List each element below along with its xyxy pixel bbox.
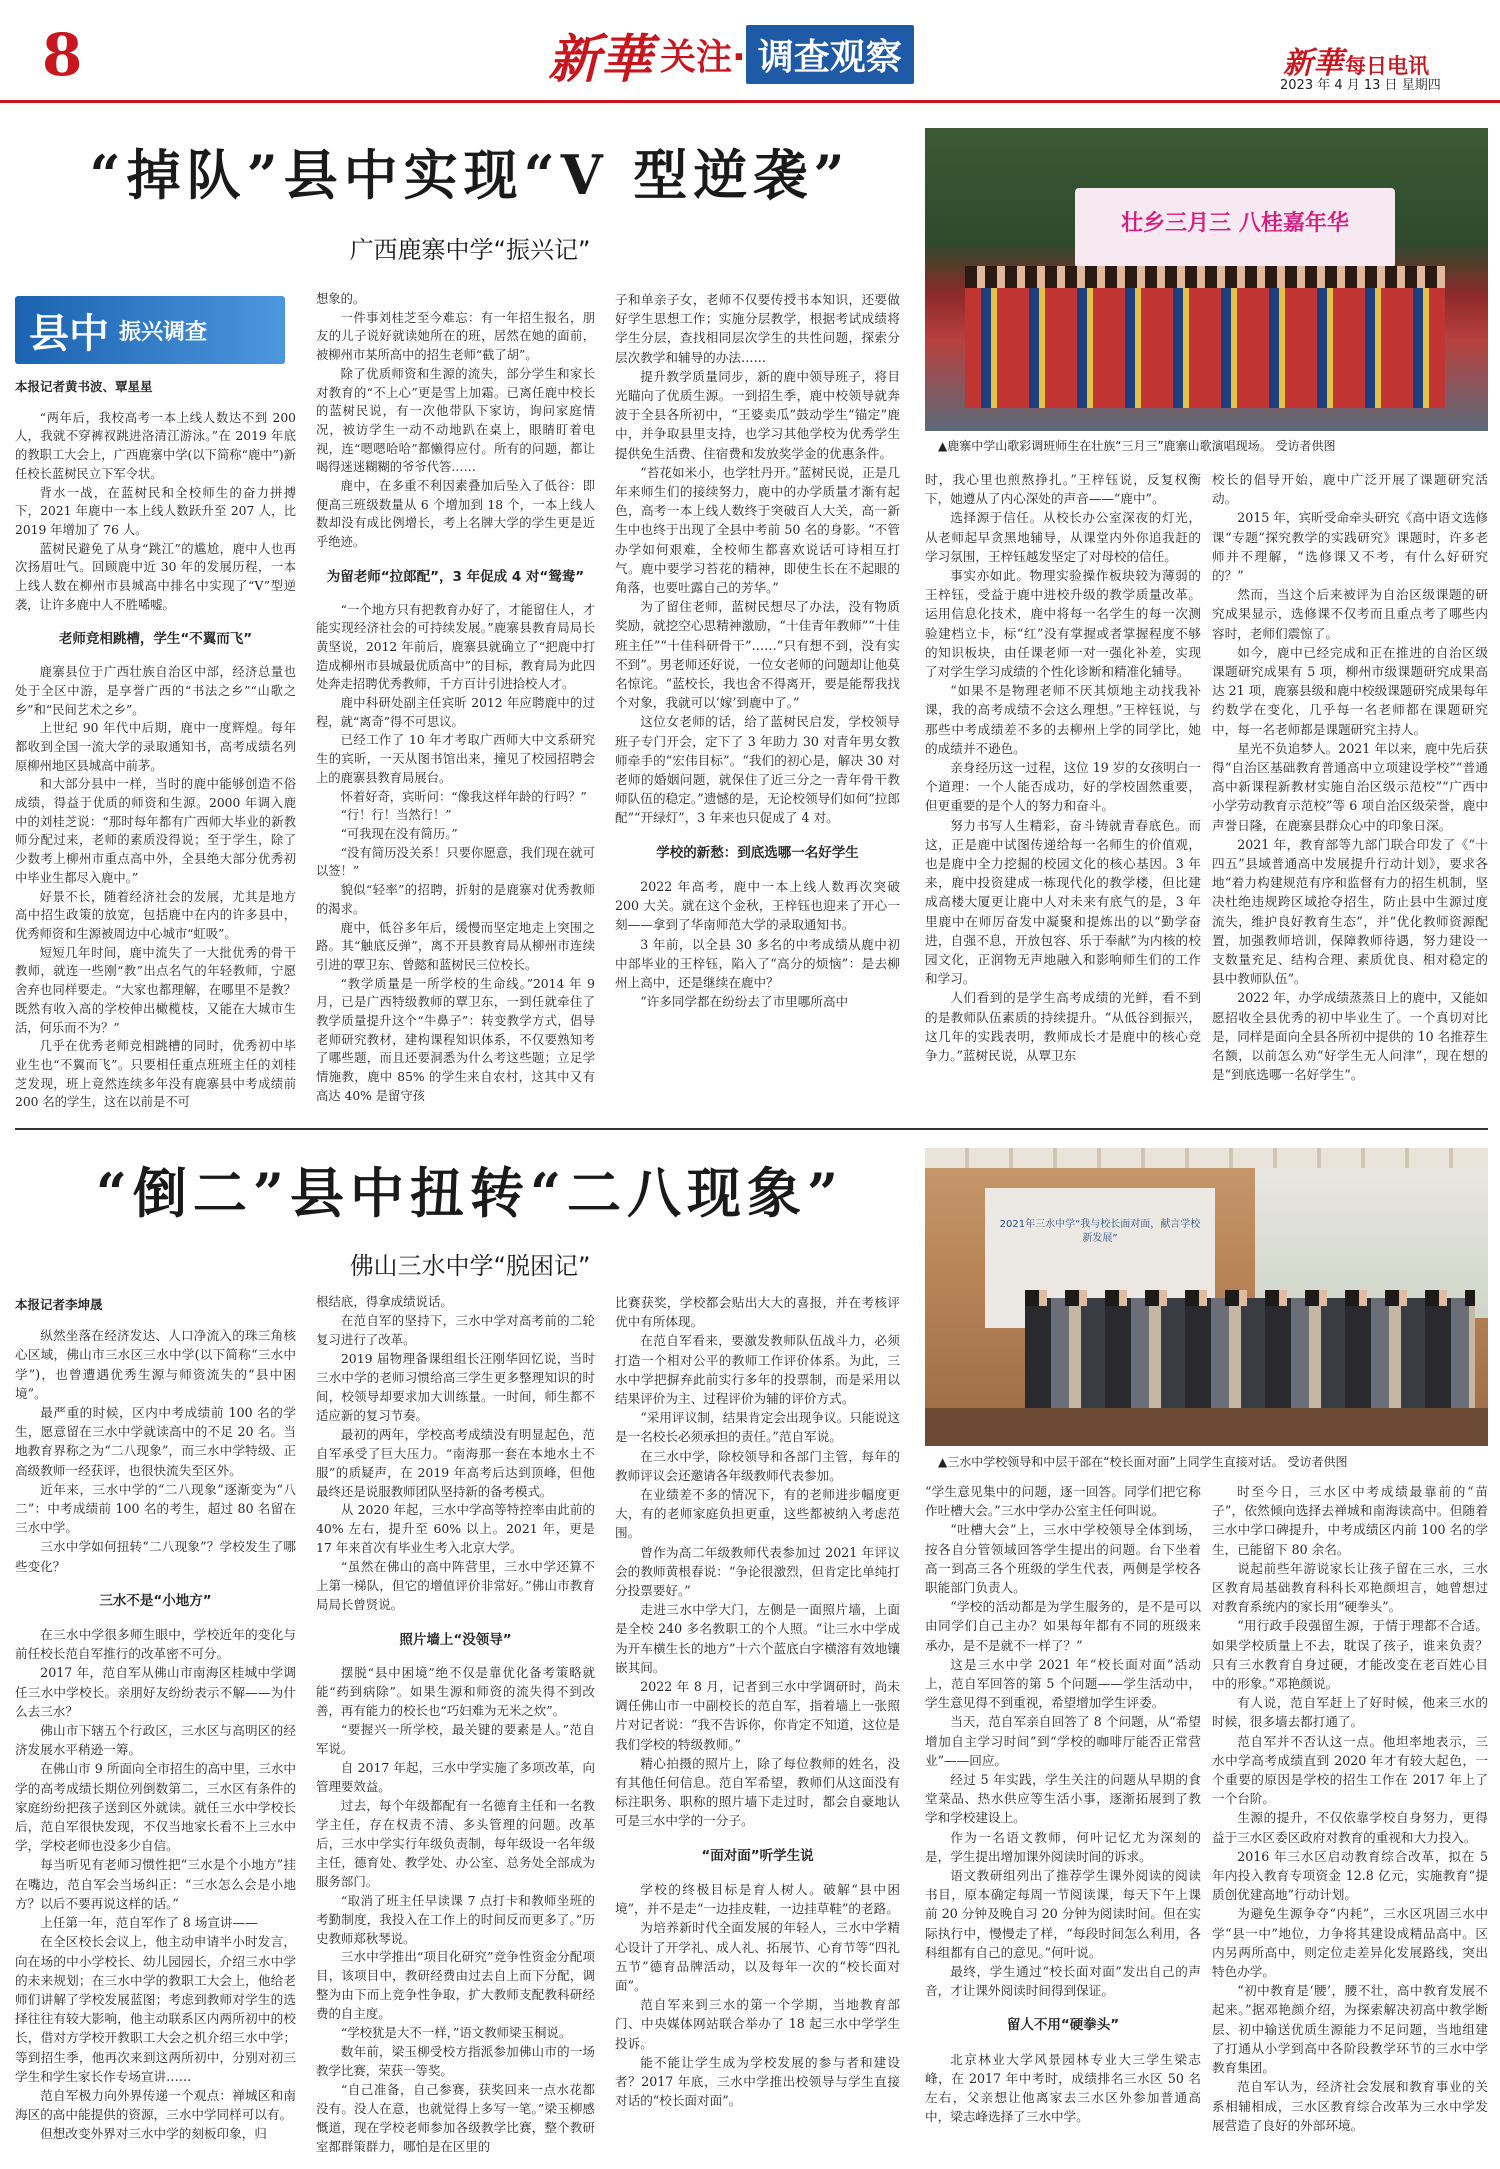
column-badge [15,296,285,364]
paragraph: 最终，学生通过“校长面对面”发出自己的声音，才让课外阅读时间得到保证。 [925,1964,1201,1999]
paragraph: 上世纪 90 年代中后期，鹿中一度辉煌。每年都收到全国一流大学的录取通知书，高考成绩名列原柳州地区县城高中前茅。 [15,721,296,773]
paragraph: 数年前，梁玉柳受校方指派参加佛山市的一场教学比赛，荣获一等奖。 [316,2044,595,2079]
article1-section-head-3: 学校的新愁：到底选哪一名好学生 [656,844,859,861]
paragraph: 想象的。 [316,292,366,306]
photo-participants [1025,1298,1475,1418]
paragraph: 范自军来到三水的第一个学期，当地教育部门、中央媒体网站联合举办了 18 起三水中学学生投诉。 [615,1997,900,2051]
section-prefix: 关注· [660,36,746,78]
paragraph: 人们看到的是学生高考成绩的光鲜，看不到的是教师队伍素质的持续提升。“从低谷到振兴，这几年的实践表明，教师成长才是鹿中的核心竞争力。”蓝树民说，从覃卫东 [925,990,1201,1064]
paragraph: 和大部分县中一样，当时的鹿中能够创造不俗成绩，得益于优质的师资和生源。2000 年调入鹿中的刘桂芝说：“那时每年都有广西师大毕业的新教师分配过来，老师的素质没得说；至于学生，除了少数考上柳州市重点高中外，全县绝大部分优秀初中毕业生都尽入鹿中。” [15,777,296,885]
paragraph: 短短几年时间，鹿中流失了一大批优秀的骨干教师，就连一些刚“教”出点名气的年轻教师，宁愿舍弃也同样要走。“大家也都理解，在哪里不是教？既然有收入高的学校伸出橄榄枝，又能在大城市生活，何乐而不为？” [15,945,296,1035]
paragraph: 几乎在优秀老师竞相跳槽的同时，优秀初中毕业生也“不翼而飞”。只要相任重点班班主任的刘桂芝发现，班上竟然连续多年没有鹿寨县中考成绩前 200 名的学生，这在以前是不可 [15,1039,296,1110]
paragraph: 在范自军看来，要激发教师队伍战斗力，必须打造一个相对公平的教师工作评价体系。为此，三水中学把摒弃此前实行多年的投票制，而是采用以结果评价为主、过程评价为辅的评价方式。 [615,1333,900,1407]
paragraph: 说起前些年游说家长让孩子留在三水，三水区教育局基础教育科科长邓艳颜坦言，她曾想过对教育系统内的家长用“硬拳头”。 [1212,1560,1488,1615]
article1-byline: 本报记者黄书波、覃星星 [15,379,153,394]
article2-section-head-1: 三水不是“小地方” [99,1592,212,1609]
paragraph: 貌似“轻率”的招聘，折射的是鹿寨对优秀教师的渴求。 [316,883,595,916]
paragraph: 近年来，三水中学的“二八现象”逐渐变为“八二”：中考成绩前 100 名的考生，超过 80 名留在三水中学。 [15,1481,296,1536]
photo-floor [925,1408,1488,1446]
article2-photo-caption: ▲三水中学校领导和中层干部在“校长面对面”上同学生直接对话。 受访者供图 [938,1455,1348,1469]
paragraph: 2022 年高考，鹿中一本上线人数再次突破 200 大关。就在这个金秋，王梓钰也迎来了开心一刻——拿到了华南师范大学的录取通知书。 [615,878,900,933]
paragraph: “吐槽大会”上，三水中学校领导全体到场，按各自分管领域回答学生提出的问题。台下坐着高一到高三各个班级的学生代表，两侧是学校各职能部门负责人。 [925,1522,1201,1596]
paragraph: “自己准备，自己参赛，获奖回来一点水花都没有。没人在意，也就觉得上多写一笔。”梁玉柳感慨道，现在学校老师参加各级教学比赛，整个教研室都群策群力，哪怕是在区里的 [316,2082,595,2154]
column-badge-sub: 振兴调查 [119,319,208,345]
article2-headline: “倒二”县中扭转“二八现象” [95,1161,845,1225]
photo-screen-text: 2021年三水中学“我与校长面对面，献言学校新发展” [999,1219,1201,1244]
photo-ceiling-lights [925,1148,1488,1168]
paragraph: 最初的两年，学校高考成绩没有明显起色，范自军承受了巨大压力。“南海那一套在本地水土不服”的质疑声，在 2019 年高考后达到顶峰，但他最终还是说服教师团队坚持新的备考模式。 [316,1426,595,1499]
paragraph: 时，我心里也煎熬挣扎。”王梓钰说，反复权衡下，她遵从了内心深处的声音——“鹿中”。 [925,472,1201,507]
paragraph: 为避免生源争夺“内耗”，三水区巩固三水中学“县一中”地位，力争将其建设成精品高中。区内另两所高中，则定位走差异化发展路线，突出特色办学。 [1212,1906,1488,1980]
paragraph: 每当听见有老师习惯性把“三水是个小地方”挂在嘴边，范自军会当场纠正：“三水怎么会是小地方？以后不要再说这样的话。” [15,1857,296,1911]
paragraph: 鹿中，在多重不利因素叠加后坠入了低谷：即便高三班级数量从 6 个增加到 18 个，一本上线人数却没有成比例增长，考上名牌大学的学生更是近乎绝迹。 [316,479,595,550]
article2-photo [925,1148,1488,1446]
paragraph: 在范自军的坚持下，三水中学对高考前的二轮复习进行了改革。 [316,1312,595,1347]
article2-column-5 [1212,1482,1488,2135]
paragraph: 学校的终极目标是育人树人。破解“县中困境”，并不是走“一边挂皮鞋，一边挂草鞋”的老路。 [615,1881,900,1917]
paragraph: 蓝树民避免了从身“跳江”的尴尬，鹿中人也再次扬眉吐气。回顾鹿中近 30 年的发展历程，一本上线人数在柳州市县城高中排名中实现了“V”型逆袭，让许多鹿中人不胜唏嘘。 [15,541,296,612]
paragraph: 上任第一年，范自军作了 8 场宣讲—— [40,1915,258,1931]
paragraph: 过去，每个年级都配有一名德育主任和一名教学主任，存在权责不清、多头管理的问题。改革后，三水中学实行年级负责制，每年级设一名年级主任，德育处、教学处、办公室、总务处全部成为服务部门。 [316,1797,595,1889]
paragraph: 走进三水中学大门，左侧是一面照片墙，上面是全校 240 多名教职工的个人照。“让三水中学成为开车横生长的地方”十六个蓝底白字横溶有效地镶嵌其间。 [615,1602,900,1675]
paragraph: 选择源于信任。从校长办公室深夜的灯光，从老师起早贪黑地辅导，从课堂内外你追我赶的学习氛围，王梓钰越发坚定了对母校的信任。 [925,510,1201,564]
article1-section-head-2: 为留老师“拉郎配”，3 年促成 4 对“鸳鸯” [326,568,585,585]
paragraph: 从 2020 年起，三水中学高等特控率由此前的 40% 左右，提升至 60% 以上。2021 年，更是 17 年来首次有毕业生考入北京大学。 [316,1502,595,1556]
paragraph: 范自军认为，经济社会发展和教育事业的关系相辅相成，三水区教育综合改革为三水中学发展营造了良好的外部环境。 [1212,2079,1488,2133]
paragraph: 精心拍摄的照片上，除了每位教师的姓名，没有其他任何信息。范自军希望，教师们从这面没有标注职务、职称的照片墙下走过时，都会自豪地认可是三水中学的一分子。 [615,1755,900,1829]
photo-heads [1025,1290,1475,1306]
paragraph: 背水一战，在蓝树民和全校师生的奋力拼搏下，2021 年鹿中一本上线人数跃升至 207 人，比 2019 年增加了 76 人。 [15,485,296,537]
article1-column-2 [316,290,595,1106]
photo-performers [965,278,1445,408]
paragraph: 范自军极力向外界传递一个观点：禅城区和南海区的高中能提供的资源，三水中学同样可以有。 [15,2087,296,2123]
paragraph: 摆脱“县中困境”绝不仅是靠优化备考策略就能“药到病除”。如果生源和师资的流失得不到改善，再有能力的校长也“巧妇难为无米之炊”。 [316,1665,595,1719]
paragraph: 一件事刘桂芝至今难忘：有一年招生报名，朋友的儿子说好就读她所在的班，居然在她的面前，被柳州市某所高中的招生老师“截了胡”。 [316,310,595,363]
article2-section-head-2: 照片墙上“没领导” [399,1632,512,1649]
article-divider [15,1128,1488,1130]
paragraph: “如果不是物理老师不厌其烦地主动找我补课，我的高考成绩不会这么理想。”王梓钰说，与那些中考成绩差不多的去柳州上学的同学比，她的成绩并不逊色。 [925,683,1201,756]
paragraph: “学生意见集中的问题，逐一回答。同学们把它称作吐槽大会。”三水中学办公室主任何叫说。 [925,1484,1201,1519]
paragraph: 范自军并不否认这一点。他坦率地表示，三水中学高考成绩直到 2020 年才有较大起色，一个重要的原因是学校的招生工作在 2017 年上了一个台阶。 [1212,1733,1488,1807]
paragraph: 2016 年三水区启动教育综合改革，拟在 5 年内投入教育专项资金 12.8 亿元，实施教育“提质创优建高地”行动计划。 [1212,1848,1488,1903]
paragraph: “苔花如米小，也学牡丹开。”蓝树民说，正是几年来师生们的接续努力，鹿中的办学质量才渐有起色，高考一本上线人数终于突破百人大关，高一新生中也终于出现了全县中考前 50 名的身影。“不管办学如何艰难，全校师生都喜欢说话可诗相互打气。鹿中要学习苔花的精神，即使生长在不起眼的角落，也要吐露自己的芳华。” [615,464,900,596]
paragraph: “采用评议制，结果肯定会出现争议。只能说这是一名校长必须承担的责任。”范自军说。 [615,1410,900,1445]
paragraph: “学校犹是大不一样，”语文教师梁玉桐说。 [340,2025,572,2041]
paragraph: 2017 年，范自军从佛山市南海区桂城中学调任三水中学校长。亲朋好友纷纷表示不解——为什么去三水？ [15,1665,296,1719]
photo-heads [965,266,1445,288]
article2-column-3 [615,1293,900,2110]
paragraph: 生源的提升，不仅依靠学校自身努力，更得益于三水区委区政府对教育的重视和大力投入。 [1212,1810,1488,1845]
paragraph: “初中教育是‘腰’，腰不壮，高中教育发展不起来。”据邓艳颜介绍，为探索解决初高中教学断层、初中输送优质生源能力不足问题，当地组建了打通从小学到高中各阶段教学环节的三水中学教育集团。 [1212,1983,1488,2076]
article2-section-head-3: “面对面”听学生说 [701,1847,814,1864]
paragraph: 在业绩差不多的情况下，有的老师进步幅度更大，有的老师家庭负担更重，这些都被纳入考虑范围。 [615,1487,900,1541]
article1-photo [925,128,1488,431]
paragraph: 三水中学推出“项目化研究”竞争性资金分配项目，该项目中，教研经费由过去自上而下分配，调整为由下而上竞争性争取，扩大教师支配教科研经费的自主度。 [316,1949,595,2022]
article2-byline: 本报记者李坤晟 [15,1297,103,1312]
paragraph: 比赛获奖，学校都会贴出大大的喜报，并在考核评优中有所体现。 [615,1295,900,1330]
paragraph: 3 年前，以全县 30 多名的中考成绩从鹿中初中部毕业的王梓钰，陷入了“高分的烦恼”：是去柳州上高中，还是继续在鹿中？ [615,936,900,990]
paragraph: 有人说，范自军赶上了好时候，他来三水的时候，很多墙去都打通了。 [1212,1695,1488,1730]
paragraph: 为了留住老师，蓝树民想尽了办法，没有物质奖励，就挖空心思精神激励，“十佳青年教师”“十佳班主任”“十佳科研骨干”……“只有想不到，没有实不到”。男老师还好说，一位女老师的问题却让他莫名惊诧。“蓝校长，我也舍不得离开，要是能帮我找个对象，我就可以‘嫁’到鹿中了。” [615,599,900,711]
paragraph: 亲身经历这一过程，这位 19 岁的女孩明白一个道理：一个人能否成功，好的学校固然重要，但更重要的是个人的努力和奋斗。 [925,760,1201,814]
paragraph: 在三水中学很多师生眼中，学校近年的变化与前任校长范自军推行的改革密不可分。 [15,1627,296,1662]
paragraph: 已经工作了 10 年才考取广西师大中文系研究生的宾昕，一天从图书馆出来，撞见了校园招聘会上的鹿寨县教育局展台。 [316,733,595,785]
xinhua-logo: 新華 [548,28,653,90]
paragraph: 2022 年，办学成绩蒸蒸日上的鹿中，又能如愿招收全县优秀的初中毕业生了。一个真切对比是，同样是面向全县各所初中提供的 10 名推荐生名额，以前怎么劝“好学生无人问津”，现在想的是“到底选哪一名好学生”。 [1212,990,1488,1083]
paragraph: 曾作为高二年级教师代表参加过 2021 年评议会的教师黄根春说：“争论很激烈，但肯定比单纯打分投票要好。” [615,1544,900,1599]
paragraph: 2021 年，教育部等九部门联合印发了《“十四五”县域普通高中发展提升行动计划》，要求各地“着力构建规范有序和监督有力的招生机制，坚决杜绝违规跨区域抢夺招生，防止县中生源过度流失，维护良好教育生态”，并“优化教师资源配置，加强教师培训，保障教师待遇，努力建设一支数量充足、结构合理、素质优良、相对稳定的县中教师队伍”。 [1212,836,1488,987]
xinhua-small-logo: 新華 [1283,46,1343,81]
paragraph: 但想改变外界对三水中学的刻板印象，归 [40,2126,267,2142]
paragraph: “行！行！当然行！” [340,808,452,823]
paragraph: 校长的倡导开始，鹿中广泛开展了课题研究活动。 [1212,472,1488,507]
paragraph: 2015 年，宾昕受命牵头研究《高中语文选修课“专题”探究教学的实践研究》课题时，许多老师并不理解，“选修课又不考，有什么好研究的？” [1212,510,1488,584]
paragraph: 如今，鹿中已经完成和正在推进的自治区级课题研究成果有 5 项，柳州市级课题研究成果高达 21 项，鹿寨县级和鹿中校级课题研究成果每年约数学在变化，几乎每一名老师都在课题研究中，每一名老师都是课题研究主持人。 [1212,644,1488,737]
paragraph: 好景不长，随着经济社会的发展，尤其是地方高中招生政策的放宽，包括鹿中在内的许多县中，优秀师资和生源被周边中心城市“虹吸”。 [15,889,296,941]
paragraph: 2019 届物理备课组组长汪刚华回忆说，当时三水中学的老师习惯给高三学生更多整理知识的时间，校领导却要求加大训练量。一时间，师生都不适应新的复习节奏。 [316,1350,595,1423]
article2-section-head-4: 留人不用“硬拳头” [1006,2017,1120,2034]
paragraph: 根结底，得拿成绩说话。 [316,1294,453,1309]
paragraph: “要握兴一所学校，最关键的要素是人。”范自军说。 [316,1722,595,1756]
paragraph: 鹿中，低谷多年后，缓慢而坚定地走上突围之路。其“触底反弹”，离不开县教育局从柳州市连续引进的覃卫东、曾懿和蓝树民三位校长。 [316,920,595,972]
paragraph: 星光不负追梦人。2021 年以来，鹿中先后获得“自治区基础教育普通高中立项建设学校”“普通高中新课程新教材实施自治区级示范校”“广西中小学劳动教育示范校”等 6 项自治区级荣誉，鹿中声誉日隆，在鹿寨县群众心中的印象日深。 [1212,740,1488,833]
paragraph: 努力书写人生精彩，奋斗铸就青春底色。而这，正是鹿中试图传递给每一名师生的价值观，也是鹿中全力挖掘的校园文化的核心基因。3 年来，鹿中投资建成一栋现代化的教学楼，但比建成高楼大厦更让鹿中人对未来有底气的是，3 年里鹿中在师厉奋发中凝聚和提炼出的以“勤学奋进，自强不息，开放包容、乐于奉献”为内核的校园文化，正润物无声地融入和影响师生们的工作和学习。 [925,817,1201,987]
article1-column-5 [1212,470,1488,1085]
page-number: 8 [42,21,83,89]
paragraph: 除了优质师资和生源的流失，部分学生和家长对教育的“不上心”更是雪上加霜。已离任鹿中校长的蓝树民说，有一次他带队下家访，询问家庭情况，被访学生一动不动地趴在桌上，眼睛盯着电视，连“嗯嗯哈哈”都懒得应付。所有的问题，都让喝得迷迷糊糊的爷爷代答…… [316,366,595,475]
paper-name: 每日电讯 [1345,54,1429,78]
column-badge-main: 县中 [29,309,109,357]
article1-column-3 [615,290,900,1011]
paragraph: “许多同学都在纷纷去了市里哪所高中 [640,994,849,1010]
paragraph: “学校的活动都是为学生服务的，是不是可以由同学们自己主办？如果每年都有不同的班级来承办，是不是就不一样了？” [925,1599,1201,1653]
paragraph: 怀着好奇，宾昕问：“像我这样年龄的行吗？” [340,789,587,804]
header-rule [0,100,1500,103]
paragraph: “可我现在没有简历。” [340,826,458,841]
paragraph: “取消了班主任早读课 7 点打卡和教师坐班的考勤制度，我投入在工作上的时间反而更多了。”历史教师郑秋琴说。 [316,1892,595,1946]
article1-headline: “掉队”县中实现“V 型逆袭” [89,143,851,207]
paragraph: 纵然坐落在经济发达、人口净流入的珠三角核心区域，佛山市三水区三水中学(以下简称“三水中学”)，也曾遭遇优秀生源与师资流失的“县中困境”。 [15,1328,296,1401]
paragraph: 然而，当这个后来被评为自治区级课题的研究成果显示，选修课不仅考而且重点考了哪些内容时，老师们震惊了。 [1212,587,1488,641]
paragraph: 在佛山市 9 所面向全市招生的高中里，三水中学的高考成绩长期位列倒数第二，三水区有条件的家庭纷纷把孩子送到区外就读。就任三水中学校长后，范自军很快发现，不仅当地家长看不上三水中学，学校老师也没多少自信。 [15,1761,296,1854]
paragraph: “教学质量是一所学校的生命线。”2014 年 9 月，已是广西特级教师的覃卫东，一到任就牵住了教学质量提升这个“牛鼻子”：转变教学方式，倡导老师研究教材，建构课程知识体系，不仅要熟知考了哪些题，而且还要洞悉为什么考这些题；立足学情施教，鹿中 85% 的学生来自农村，这其中又有高达 40% 是留守孩 [316,976,595,1103]
paragraph: “没有简历没关系！只要你愿意，我们现在就可以签！” [316,845,595,879]
paragraph: 经过 5 年实践，学生关注的问题从早期的食堂菜品、热水供应等生活小事，逐渐拓展到了教学和学校建设上。 [925,1772,1201,1826]
paragraph: 佛山市下辖五个行政区，三水区与高明区的经济发展水平稍逊一筹。 [15,1723,296,1758]
paragraph: 作为一名语文教师，何叶记忆尤为深刻的是，学生提出增加课外阅读时间的诉求。 [925,1829,1201,1864]
paragraph: 子和单亲子女，老师不仅要传授书本知识，还要做好学生思想工作；实施分层教学，根据考试成绩将学生分层，查找相同层次学生的共性问题，探索分层次教学和辅导的办法…… [615,292,900,365]
article1-subtitle: 广西鹿寨中学“振兴记” [349,236,591,264]
paragraph: 当天，范自军亲自回答了 8 个问题，从“希望增加自主学习时间”到“学校的咖啡厅能否正常营业”——回应。 [925,1714,1201,1768]
photo-banner-text: 壮乡三月三 八桂嘉年华 [1121,211,1349,236]
article1-section-head-1: 老师竞相跳槽，学生“不翼而飞” [58,631,253,648]
paragraph: 为培养新时代全面发展的年轻人，三水中学精心设计了开学礼、成人礼、拓展节、心育节等“四礼五节”德育品牌活动，以及每年一次的“校长面对面”。 [615,1920,900,1993]
paragraph: 自 2017 年起，三水中学实施了多项改革，向管理要效益。 [316,1759,595,1794]
paragraph: 这位女老师的话，给了蓝树民启发，学校领导班子专门开会，定下了 3 年助力 30 对青年男女教师牵手的“宏伟目标”。“我们的初心是，解决 30 对老师的婚姻问题，就保住了近三分之一青年骨干教师队伍的稳定。”遗憾的是，无论校领导们如何“拉郎配”“开绿灯”，3 年来也只促成了 4 对。 [615,714,900,826]
paragraph: 三水中学如何扭转“二八现象”？学校发生了哪些变化？ [15,1539,296,1574]
article2-subtitle: 佛山三水中学“脱困记” [349,1252,591,1280]
paragraph: 在三水中学，除校领导和各部门主管，每年的教师评议会还邀请各年级教师代表参加。 [615,1448,900,1483]
paragraph: 时至今日，三水区中考成绩最靠前的“苗子”，依然倾向选择去禅城和南海读高中。但随着三水中学口碑提升，中考成绩区内前 100 名的学生，已能留下 80 余名。 [1212,1484,1488,1557]
section-masthead [548,18,914,90]
paragraph: 事实亦如此。物理实验操作板块较为薄弱的王梓钰，受益于鹿中进校升级的教学质量改革。运用信息化技术，鹿中将每一名学生的每一次测验建档立卡，标“红”没有掌握或者掌握程度不够的知识板块，由任课老师一对一强化补差，实现了对学生学习成绩的个性化诊断和精准化辅导。 [925,568,1201,680]
paragraph: 在全区校长会议上，他主动申请半小时发言，向在场的中小学校长、幼儿园园长，介绍三水中学的未来规划；在三水中学的教职工大会上，他给老师们讲解了学校发展蓝图；考虑到教师对学生的选择往往有较大影响，他主动联系区内两所初中的校长，借对方学校开教职工大会之机介绍三水中学；等到招生季，他再次来到这两所初中，分别对初三学生和学生家长作专场宣讲…… [15,1934,296,2084]
paragraph: 2022 年 8 月，记者到三水中学调研时，尚未调任佛山市一中副校长的范自军，指着墙上一张照片对记者说：“我不告诉你，你肯定不知道，这位是我们学校的特级教师。” [615,1679,900,1752]
paragraph: 鹿寨县位于广西壮族自治区中部，经济总量也处于全区中游，是享誉广西的“书法之乡”“山歌之乡”和“民间艺术之乡”。 [15,665,296,717]
paragraph: 这是三水中学 2021 年“校长面对面”活动上，范自军回答的第 5 个问题——学生活动中，学生意见得不到重视，希望增加学生评委。 [925,1656,1201,1711]
paragraph: “用行政手段强留生源，于情于理都不合适。如果学校质量上不去，耽误了孩子，谁来负责？只有三水教育自身过硬，才能改变在老百姓心目中的形象。”邓艳颜说。 [1212,1618,1488,1692]
paragraph: 北京林业大学风景园林专业大三学生梁志峰，在 2017 年中考时，成绩排名三水区 50 名左右，父亲想让他离家去三水区外参加普通高中，梁志峰选择了三水中学。 [925,2051,1201,2125]
article2-column-4 [925,1482,1201,2127]
article1-column-1 [15,378,296,1112]
paragraph: “两年后，我校高考一本上线人数达不到 200 人，我就不穿裤衩跳进洛清江游泳。”在 2019 年底的教职工大会上，广西鹿寨中学(以下简称“鹿中”)新任校长蓝树民立下军令状。 [15,410,296,481]
article1-column-4 [925,470,1201,1065]
article2-column-2 [316,1293,595,2157]
issue-date: 2023 年 4 月 13 日 星期四 [1280,78,1441,93]
paragraph: 能不能让学生成为学校发展的参与者和建设者？2017 年底，三水中学推出校领导与学生直接对话的“校长面对面”。 [615,2054,900,2109]
paragraph: 提升教学质量同步，新的鹿中领导班子，将目光瞄向了优质生源。一到招生季，鹿中校领导就奔波于全县各所初中，“王婆卖瓜”鼓动学生“锚定”鹿中，并争取县里支持，也学习其他学校为优秀学生提供免生活费、住宿费和发放奖学金的优惠条件。 [615,368,900,461]
paragraph: 语文教研组列出了推荐学生课外阅读的阅读书目，原本确定每周一节阅读课，每天下午上课前 20 分钟及晚自习 20 分钟为阅读时间。但在实际执行中，慢慢走了样，“每段时间怎么利用，各科组都有自己的意见。”何叶说。 [925,1868,1201,1960]
paragraph: “一个地方只有把教育办好了，才能留住人，才能实现经济社会的可持续发展。”鹿寨县教育局局长黄坚说，2012 年前后，鹿寨县就确立了“把鹿中打造成柳州市县城最优质高中”的目标，教育局为此四处奔走招聘优秀教师，千方百计引进拾校人才。 [316,602,595,692]
paragraph: 最严重的时候，区内中考成绩前 100 名的学生，愿意留在三水中学就读高中的不足 20 名。当地教育界称之为“二八现象”，而三水中学特级、正高级教师一经获评，也很快流失至区外。 [15,1405,296,1478]
paragraph: “虽然在佛山的高中阵营里，三水中学还算不上第一梯队，但它的增值评价非常好。”佛山市教育局局长曾贤说。 [316,1559,595,1613]
section-name: 调查观察 [746,25,914,84]
article2-column-1 [15,1295,296,2144]
paragraph: 鹿中科研处副主任宾昕 2012 年应聘鹿中的过程，就“离奇”得不可思议。 [316,696,595,729]
article1-photo-caption: ▲鹿寨中学山歌彩调班师生在壮族“三月三”鹿寨山歌演唱现场。 受访者供图 [938,439,1336,453]
